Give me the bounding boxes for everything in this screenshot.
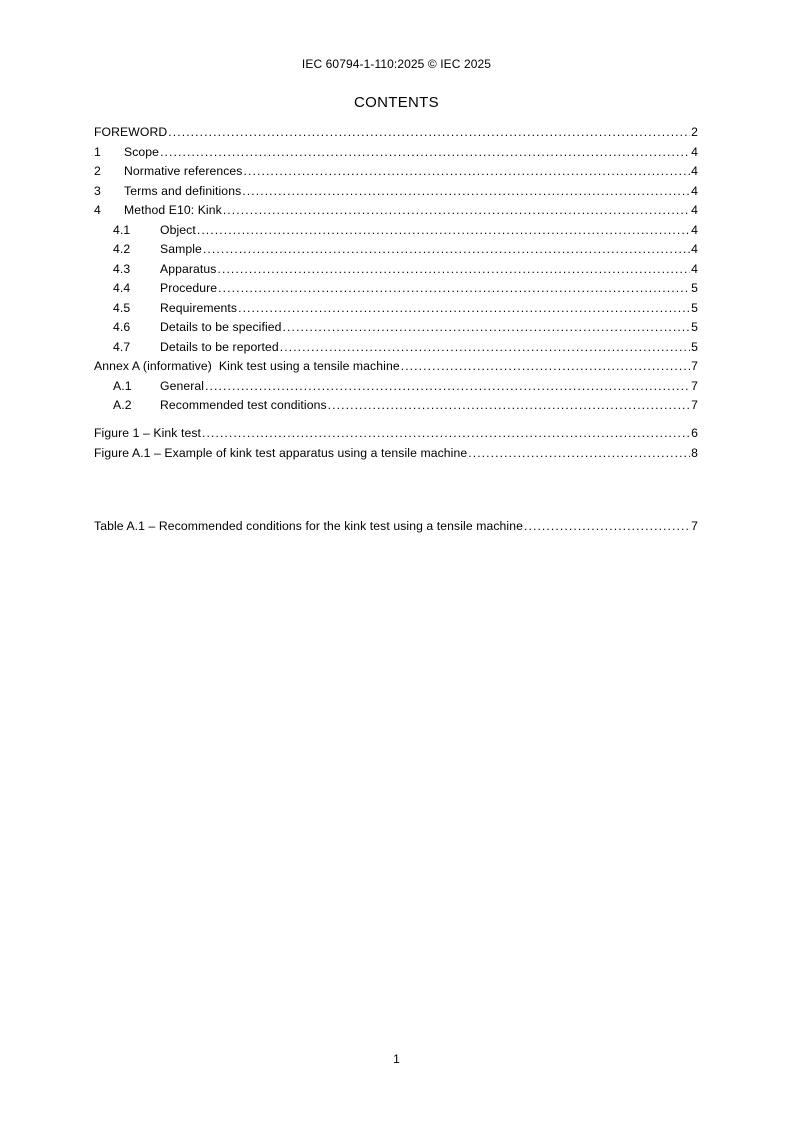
toc-entry-page: 2 (691, 125, 698, 139)
toc-entry-sample[interactable] (94, 242, 698, 262)
toc-entry-page: 5 (691, 281, 698, 295)
toc-entry-number: 4.3 (113, 261, 131, 276)
dot-leader (197, 223, 690, 237)
figure-entry-page: 8 (691, 445, 698, 460)
table-entry-a1[interactable] (94, 519, 698, 539)
toc-entry-page: 7 (691, 359, 698, 373)
toc-entry-number: 4.6 (113, 320, 131, 334)
toc-entry-label: Requirements (160, 300, 238, 315)
toc-entry-page: 4 (691, 164, 698, 178)
toc-entry-procedure[interactable] (94, 281, 698, 301)
dot-leader (218, 281, 690, 295)
dot-leader (223, 203, 690, 217)
toc-entry-number: 1 (94, 144, 101, 159)
toc-entry-page: 7 (691, 378, 698, 393)
dot-leader (203, 242, 690, 256)
toc-entry-page: 5 (691, 300, 698, 315)
toc-entry-page: 4 (691, 261, 698, 276)
toc-entry-recommended-test-conditions[interactable] (94, 398, 698, 418)
table-entry-label: Table A.1 – Recommended conditions for the kink test using a tensile machine (94, 519, 523, 533)
page-number: 1 (393, 1052, 400, 1066)
toc-entry-page: 4 (691, 183, 698, 198)
toc-entry-requirements[interactable] (94, 301, 698, 321)
toc-entry-number: A.1 (113, 378, 132, 393)
dot-leader (160, 145, 690, 159)
toc-entry-label: Method E10: Kink (124, 203, 222, 217)
figure-list (94, 426, 698, 465)
toc-entry-label: FOREWORD (94, 125, 168, 139)
toc-entry-label: Procedure (160, 281, 218, 295)
toc-entry-scope[interactable] (94, 145, 698, 165)
toc-entry-page: 4 (691, 222, 698, 237)
toc-entry-number: 4.4 (113, 281, 131, 295)
toc-entry-number: 4 (94, 203, 101, 217)
toc-entry-number: 4.5 (113, 300, 131, 315)
toc-entry-page: 5 (691, 320, 698, 334)
page-title: CONTENTS (354, 94, 439, 111)
figure-entry-label: Figure 1 – Kink test (94, 426, 201, 440)
dot-leader (202, 426, 690, 440)
toc-entry-label: Details to be reported (160, 339, 279, 354)
toc-entry-object[interactable] (94, 223, 698, 243)
toc-entry-number: 2 (94, 164, 101, 178)
toc-entry-number: 4.1 (113, 222, 131, 237)
toc-entry-label: Details to be specified (160, 320, 282, 334)
table-list (94, 519, 698, 539)
figure-entry-label: Figure A.1 – Example of kink test apparatus using a tensile machine (94, 445, 468, 460)
dot-leader (280, 340, 690, 354)
toc-entry-foreword[interactable] (94, 125, 698, 145)
toc-entry-label: Terms and definitions (124, 183, 242, 198)
toc-entry-label: Scope (124, 144, 160, 159)
figure-entry-1[interactable] (94, 426, 698, 446)
toc-entry-page: 4 (691, 144, 698, 159)
document-header: IEC 60794-1-110:2025 © IEC 2025 (301, 57, 492, 71)
table-entry-page: 7 (691, 519, 698, 533)
toc-entry-label: Annex A (informative) Kink test using a tensile machine (94, 359, 400, 373)
dot-leader (283, 320, 691, 334)
toc-entry-label: Normative references (124, 164, 243, 178)
toc-entry-number: A.2 (113, 398, 132, 412)
toc-list (94, 125, 698, 418)
toc-entry-details-to-be-reported[interactable] (94, 340, 698, 360)
dot-leader (168, 125, 690, 139)
toc-entry-apparatus[interactable] (94, 262, 698, 282)
toc-entry-page: 4 (691, 203, 698, 217)
dot-leader (242, 184, 690, 198)
toc-entry-general[interactable] (94, 379, 698, 399)
figure-entry-page: 6 (691, 426, 698, 440)
figure-entry-a1[interactable] (94, 446, 698, 466)
dot-leader (217, 262, 690, 276)
dot-leader (401, 359, 690, 373)
toc-entry-page: 5 (691, 339, 698, 354)
toc-entry-page: 7 (691, 398, 698, 412)
toc-entry-number: 4.2 (113, 242, 131, 256)
toc-entry-label: Sample (160, 242, 202, 256)
toc-entry-details-to-be-specified[interactable] (94, 320, 698, 340)
toc-entry-terms-and-definitions[interactable] (94, 184, 698, 204)
dot-leader (238, 301, 690, 315)
toc-entry-label: Recommended test conditions (160, 398, 327, 412)
dot-leader (524, 519, 690, 533)
toc-entry-label: Apparatus (160, 261, 217, 276)
dot-leader (328, 398, 690, 412)
toc-entry-label: General (160, 378, 205, 393)
toc-entry-annex-a[interactable] (94, 359, 698, 379)
toc-entry-method-e10-kink[interactable] (94, 203, 698, 223)
dot-leader (468, 446, 690, 460)
toc-entry-number: 3 (94, 183, 101, 198)
dot-leader (244, 164, 691, 178)
dot-leader (205, 379, 690, 393)
toc-entry-label: Object (160, 222, 196, 237)
toc-entry-page: 4 (691, 242, 698, 256)
toc-entry-number: 4.7 (113, 339, 131, 354)
toc-entry-normative-references[interactable] (94, 164, 698, 184)
